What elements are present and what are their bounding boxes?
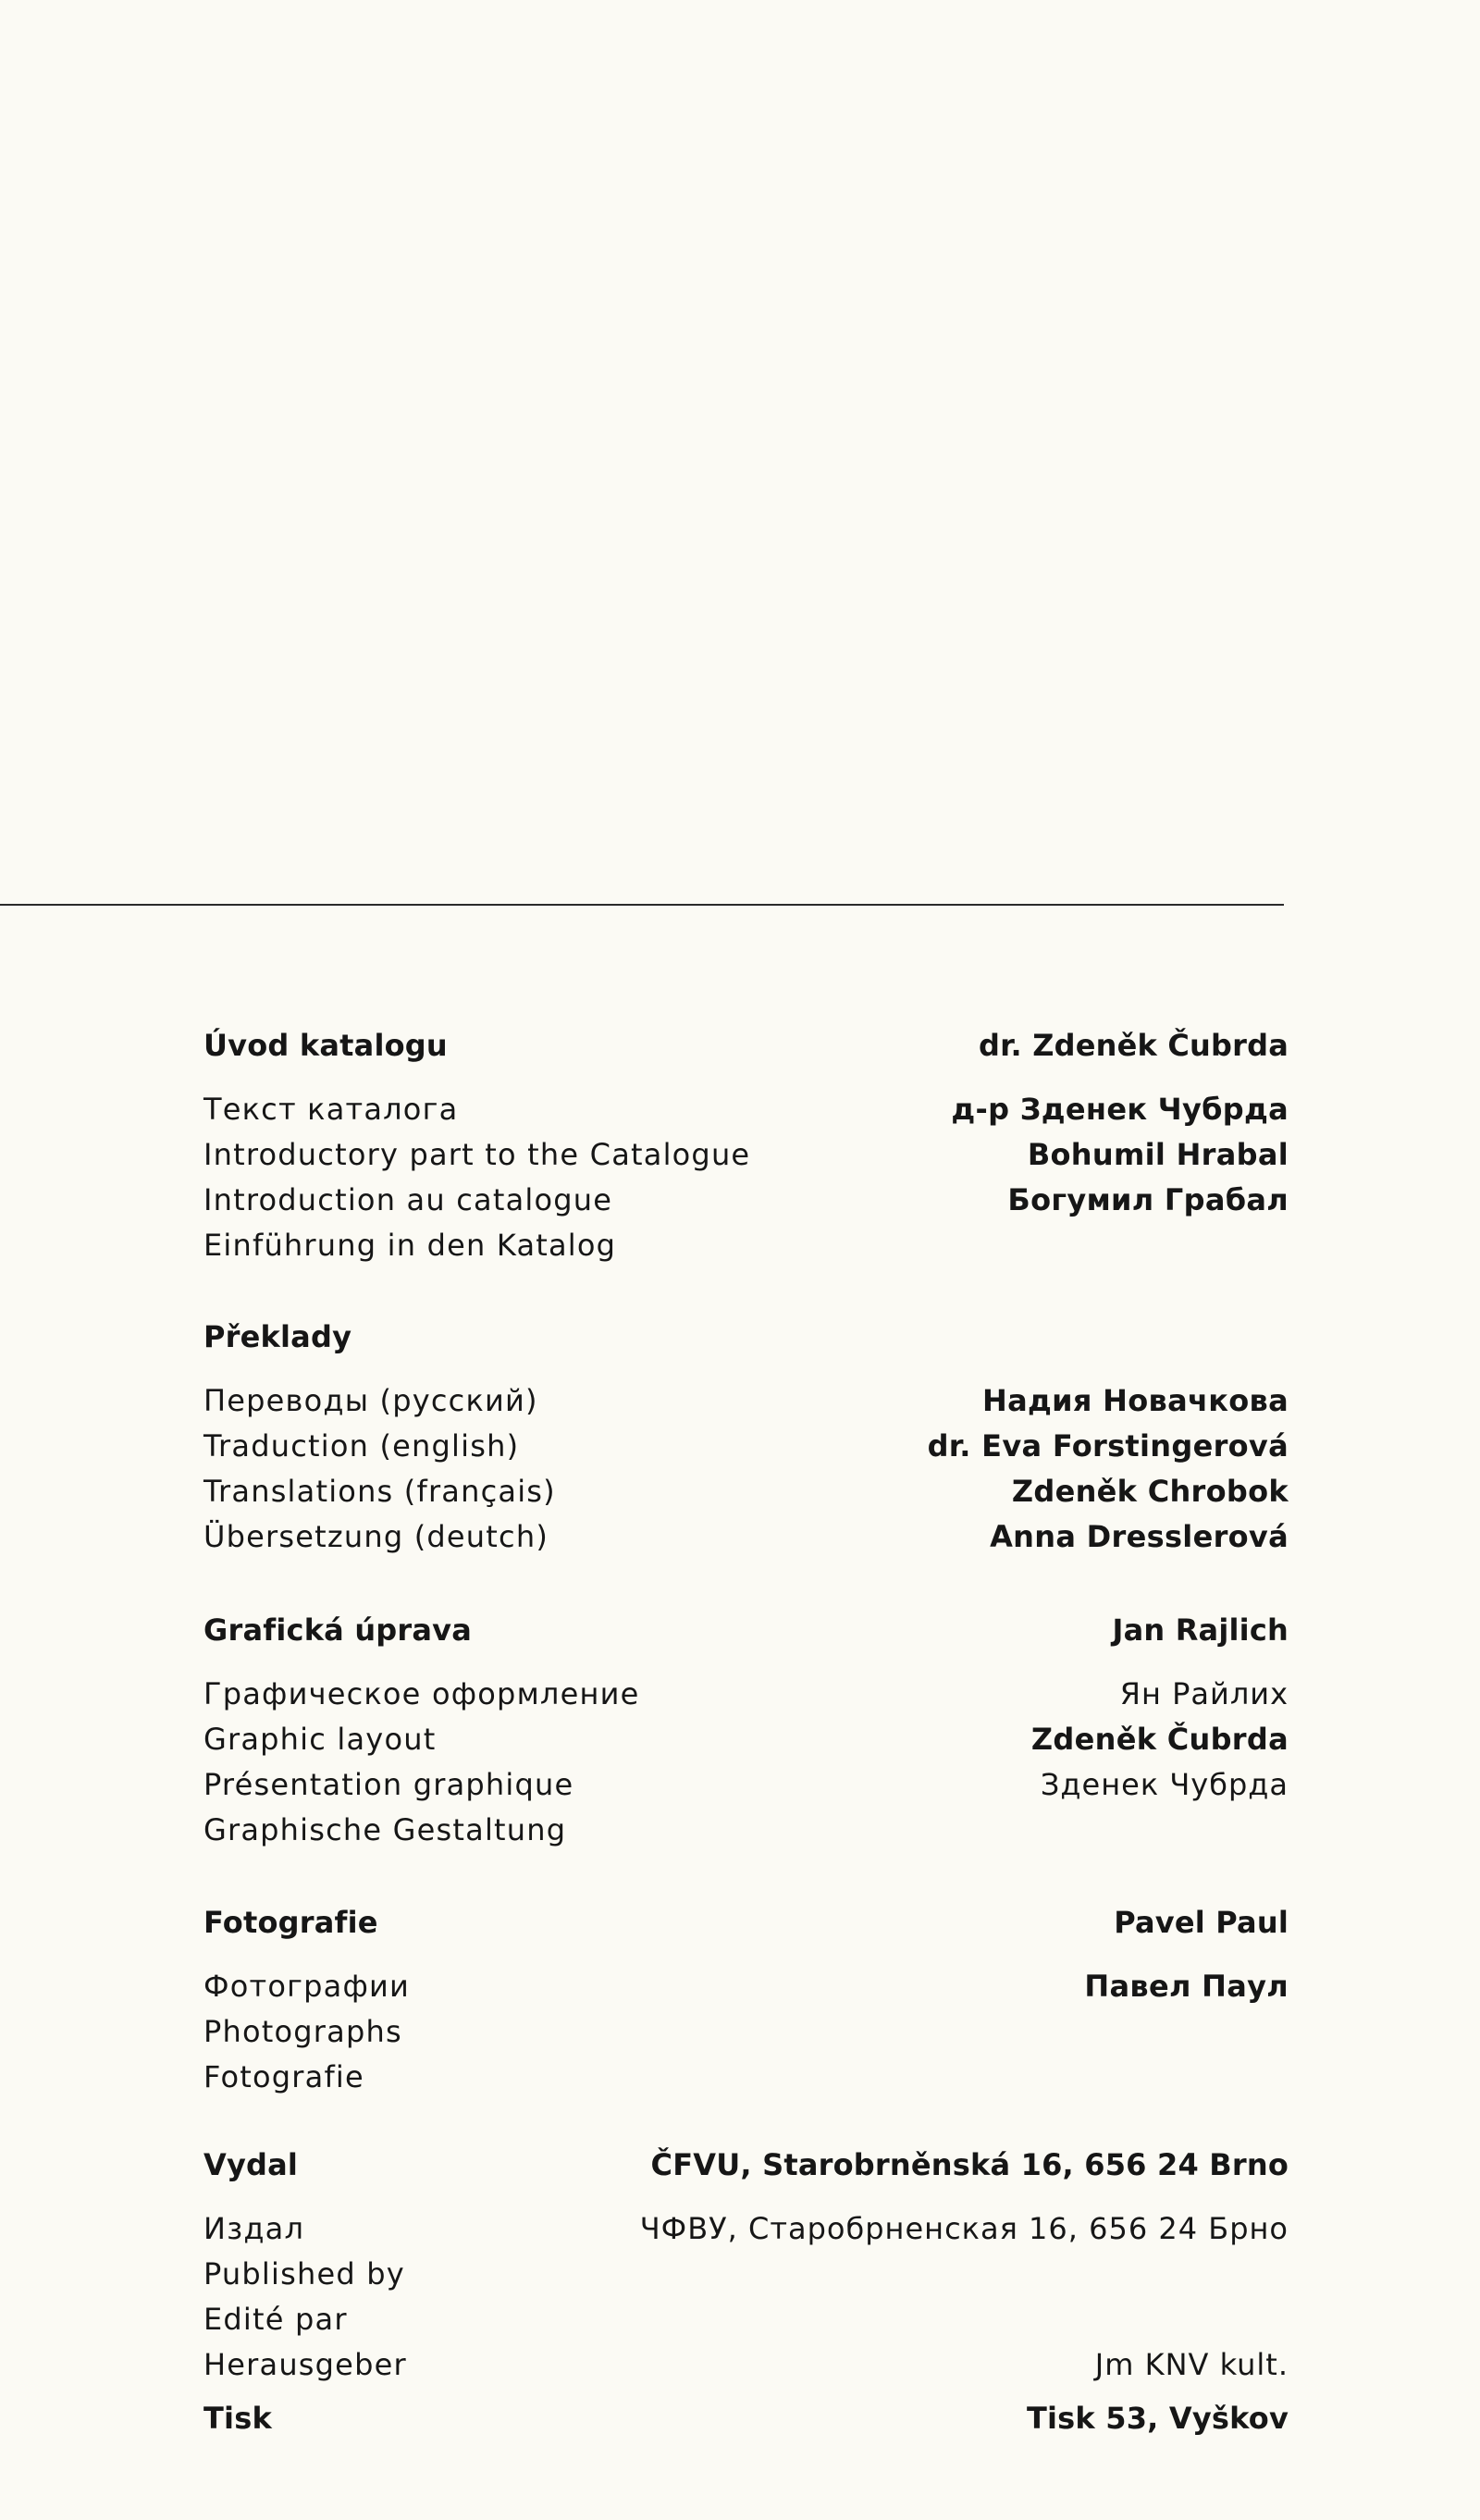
section-heading: Fotografie	[204, 1905, 378, 1940]
section-heading-row	[204, 2143, 1289, 2188]
credit-value: Bohumil Hrabal	[1027, 1137, 1289, 1172]
section-introduction	[204, 1023, 1289, 1268]
credit-label: Introductory part to the Catalogue	[204, 1137, 751, 1172]
credit-row	[204, 1514, 1289, 1560]
credit-row	[204, 1808, 1289, 1853]
credit-row	[204, 1223, 1289, 1268]
section-heading-value: dr. Zdeněk Čubrda	[979, 1028, 1289, 1063]
credit-label: Einführung in den Katalog	[204, 1228, 617, 1263]
section-publisher	[204, 2143, 1289, 2388]
section-heading-value: ČFVU, Starobrněnská 16, 656 24 Brno	[650, 2147, 1289, 2182]
credit-value: dr. Eva Forstingerová	[927, 1428, 1289, 1464]
credit-label: Présentation graphique	[204, 1767, 574, 1802]
section-heading-row	[204, 2396, 1289, 2441]
credit-row	[204, 2342, 1289, 2388]
section-heading: Překlady	[204, 1319, 352, 1354]
credit-row	[204, 2055, 1289, 2100]
credit-value: д-р Зденек Чубрда	[951, 1092, 1289, 1127]
credit-value: Anna Dresslerová	[990, 1519, 1289, 1554]
section-heading-value: Pavel Paul	[1114, 1905, 1289, 1940]
section-heading: Úvod katalogu	[204, 1028, 448, 1063]
credit-row	[204, 2252, 1289, 2297]
credit-label: Fotografie	[204, 2059, 364, 2094]
credit-value: Павел Паул	[1084, 1969, 1289, 2004]
credit-value: Zdeněk Chrobok	[1011, 1474, 1289, 1509]
section-heading-row	[204, 1315, 1289, 1360]
credit-row	[204, 1378, 1289, 1424]
credit-label: Übersetzung (deutch)	[204, 1519, 549, 1554]
credit-value: Zdeněk Čubrda	[1030, 1722, 1289, 1757]
credit-row	[204, 1964, 1289, 2009]
credit-row	[204, 1178, 1289, 1223]
section-graphic-layout	[204, 1608, 1289, 1853]
credit-label: Graphic layout	[204, 1722, 437, 1757]
credit-label: Herausgeber	[204, 2347, 407, 2382]
credit-value: Jm KNV kult.	[1094, 2347, 1289, 2382]
credit-label: Издал	[204, 2211, 305, 2246]
section-heading-value: Jan Rajlich	[1112, 1612, 1289, 1648]
credit-label: Edité par	[204, 2302, 348, 2337]
section-heading-row	[204, 1608, 1289, 1653]
section-heading: Vydal	[204, 2147, 299, 2182]
section-heading-row	[204, 1023, 1289, 1069]
credit-label: Introduction au catalogue	[204, 1182, 613, 1217]
credit-row	[204, 2297, 1289, 2342]
credit-row	[204, 1672, 1289, 1717]
credit-value: ЧФВУ, Старобрненская 16, 656 24 Брно	[639, 2211, 1289, 2246]
section-printing	[204, 2396, 1289, 2441]
section-heading: Grafická úprava	[204, 1612, 473, 1648]
credit-label: Published by	[204, 2256, 405, 2291]
section-heading-row	[204, 1900, 1289, 1946]
credit-value: Надия Новачкова	[982, 1383, 1289, 1418]
credit-row	[204, 1087, 1289, 1132]
credit-value: Богумил Грабал	[1007, 1182, 1289, 1217]
credit-label: Graphische Gestaltung	[204, 1812, 567, 1847]
credit-label: Traduction (english)	[204, 1428, 520, 1464]
credit-row	[204, 1717, 1289, 1762]
credit-label: Графическое оформление	[204, 1676, 640, 1711]
section-heading: Tisk	[204, 2401, 272, 2436]
credit-row	[204, 1132, 1289, 1178]
credit-label: Translations (français)	[204, 1474, 556, 1509]
credit-row	[204, 2009, 1289, 2055]
credit-row	[204, 2206, 1289, 2252]
section-translations	[204, 1315, 1289, 1560]
credit-row	[204, 1424, 1289, 1469]
horizontal-rule	[0, 904, 1284, 906]
section-heading-value: Tisk 53, Vyškov	[1026, 2401, 1289, 2436]
credit-label: Фотографии	[204, 1969, 411, 2004]
credit-label: Переводы (русский)	[204, 1383, 538, 1418]
credit-label: Photographs	[204, 2014, 402, 2049]
credit-value: Ян Райлих	[1119, 1676, 1289, 1711]
credit-value: Зденек Чубрда	[1040, 1767, 1289, 1802]
credit-label: Текст каталога	[204, 1092, 459, 1127]
credit-row	[204, 1762, 1289, 1808]
section-photographs	[204, 1900, 1289, 2100]
credit-row	[204, 1469, 1289, 1514]
